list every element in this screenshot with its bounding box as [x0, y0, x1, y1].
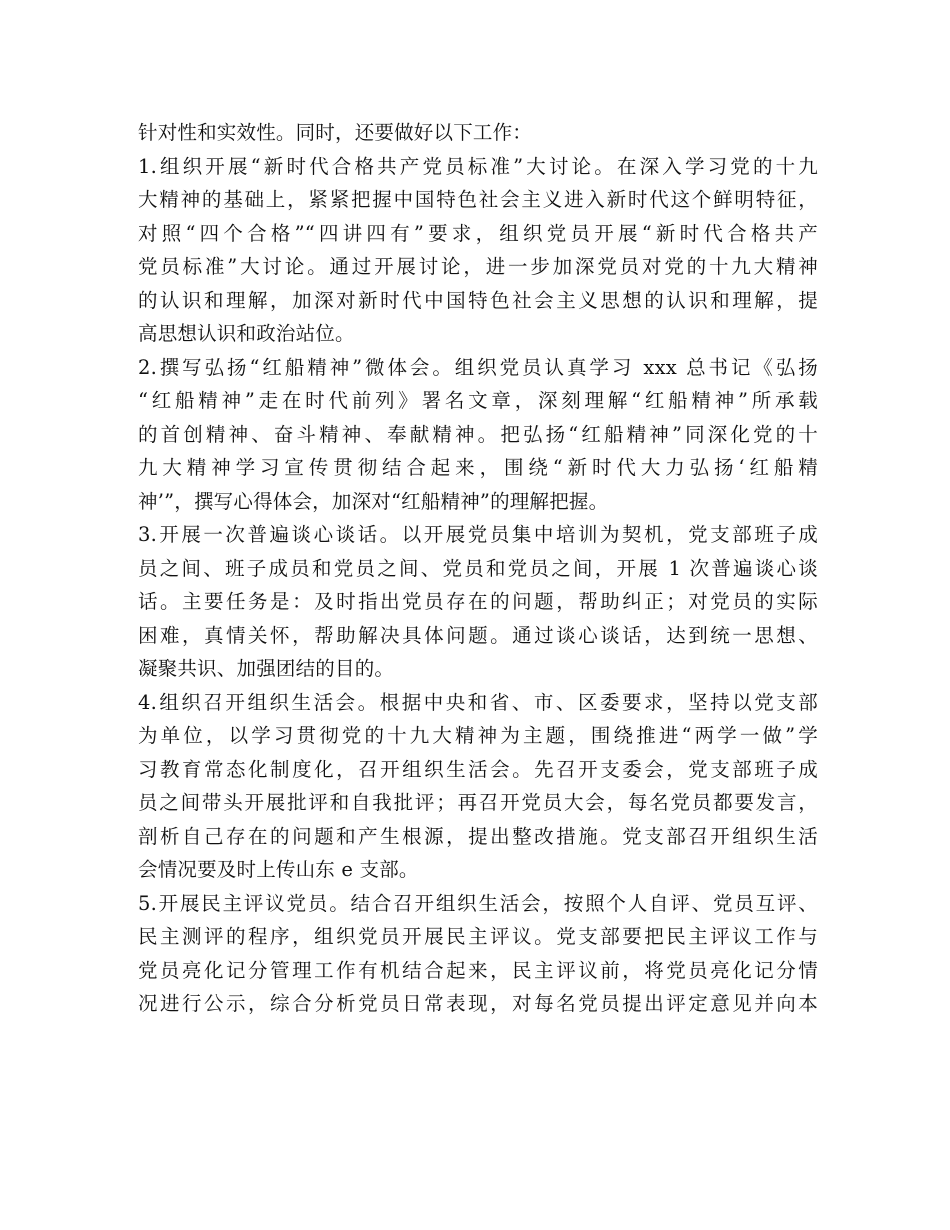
text-line: 2.撰写弘扬“红船精神”微体会。组织党员认真学习 xxx 总书记《弘扬 — [138, 355, 818, 379]
text-line: 4.组织召开组织生活会。根据中央和省、市、区委要求，坚持以党支部 — [138, 690, 818, 714]
text-line: 员之间带头开展批评和自我批评；再召开党员大会，每名党员都要发言， — [138, 791, 818, 814]
text-line: 九大精神学习宣传贯彻结合起来，围绕“新时代大力弘扬‘红船精 — [138, 456, 818, 479]
text-line: 党员标准”大讨论。通过开展讨论，进一步加深党员对党的十九大精神 — [138, 255, 818, 278]
text-line: 5.开展民主评议党员。结合召开组织生活会，按照个人自评、党员互评、 — [138, 891, 818, 915]
text-line: 民主测评的程序，组织党员开展民主评议。党支部要把民主评议工作与 — [138, 925, 818, 948]
text-line: 的首创精神、奋斗精神、奉献精神。把弘扬“红船精神”同深化党的十 — [138, 422, 818, 446]
text-line: 1.组织开展“新时代合格共产党员标准”大讨论。在深入学习党的十九 — [138, 154, 818, 178]
text-line: 高思想认识和政治站位。 — [138, 322, 355, 345]
text-line: 凝聚共识、加强团结的目的。 — [138, 657, 395, 680]
text-line: 大精神的基础上，紧紧把握中国特色社会主义进入新时代这个鲜明特征， — [138, 188, 818, 211]
text-line: 习教育常态化制度化，召开组织生活会。先召开支委会，党支部班子成 — [138, 757, 818, 781]
text-line: 对照“四个合格”“四讲四有”要求，组织党员开展“新时代合格共产 — [138, 221, 818, 245]
text-line: 为单位，以学习贯彻党的十九大精神为主题，围绕推进“两学一做”学 — [138, 724, 818, 747]
text-line: 剖析自己存在的问题和产生根源，提出整改措施。党支部召开组织生活 — [138, 824, 818, 848]
text-line: 会情况要及时上传山东 e 支部。 — [138, 858, 419, 881]
document-body — [138, 116, 818, 1021]
text-line: 的认识和理解，加深对新时代中国特色社会主义思想的认识和理解，提 — [138, 288, 818, 312]
text-line: 3.开展一次普遍谈心谈话。以开展党员集中培训为契机，党支部班子成 — [138, 523, 818, 546]
text-line: 员之间、班子成员和党员之间、党员和党员之间，开展 1 次普遍谈心谈 — [138, 556, 818, 580]
text-line: 况进行公示，综合分析党员日常表现，对每名党员提出评定意见并向本 — [138, 992, 818, 1015]
text-line: 神’”，撰写心得体会，加深对“红船精神”的理解把握。 — [138, 489, 609, 513]
text-line: 针对性和实效性。同时，还要做好以下工作： — [138, 121, 533, 144]
text-line: 困难，真情关怀，帮助解决具体问题。通过谈心谈话，达到统一思想、 — [138, 623, 818, 647]
text-line: 话。主要任务是：及时指出党员存在的问题，帮助纠正；对党员的实际 — [138, 590, 818, 613]
text-line: 党员亮化记分管理工作有机结合起来，民主评议前，将党员亮化记分情 — [138, 958, 818, 982]
text-line: “红船精神”走在时代前列》署名文章，深刻理解“红船精神”所承载 — [138, 389, 818, 412]
